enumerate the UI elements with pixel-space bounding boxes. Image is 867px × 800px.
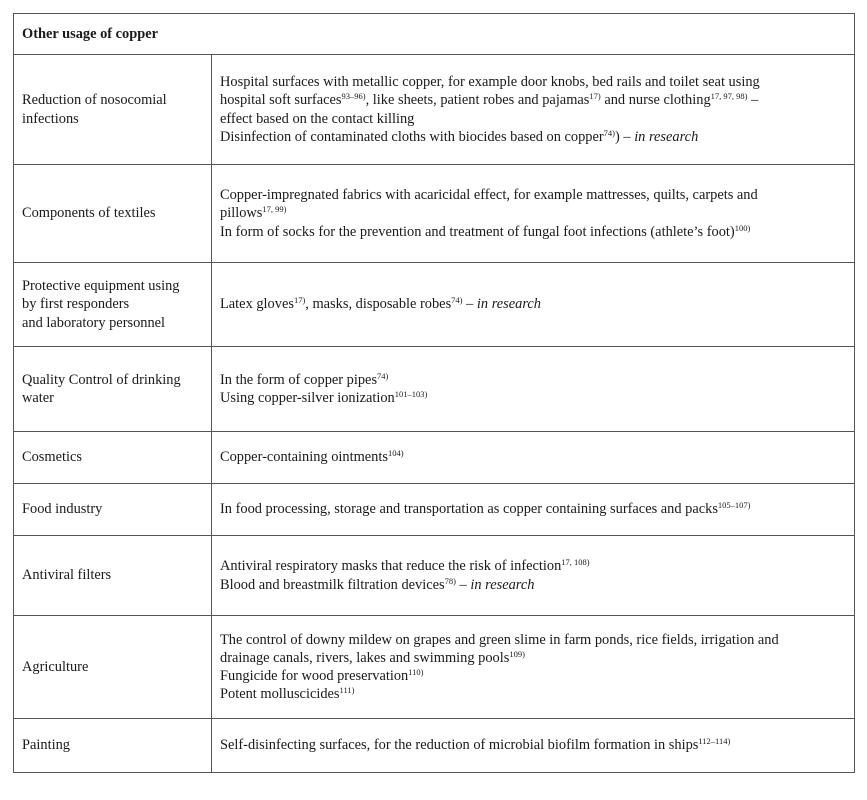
category-cell: Components of textiles [14,165,212,263]
reference-superscript: 17) [589,91,601,102]
description-text: – [462,296,477,313]
description-text: hospital soft surfaces [220,92,342,109]
table-row [14,719,855,773]
description-line [220,295,846,313]
description-text: In food processing, storage and transportation as copper containing surfaces and packs [220,501,718,518]
reference-superscript: 74) [603,127,615,138]
table-title: Other usage of copper [14,14,855,55]
description-text: Potent molluscicides [220,686,340,703]
description-line [220,204,846,222]
description-line [220,389,846,407]
reference-superscript: 111) [339,685,355,696]
reference-superscript: 17, 108) [561,557,590,568]
description-cell [212,263,855,347]
category-cell: Painting [14,719,212,773]
research-status: in research [634,128,699,145]
table-row [14,536,855,616]
description-cell [212,165,855,263]
description-text: effect based on the contact killing [220,110,415,127]
description-text: , like sheets, patient robes and pajamas [365,92,590,109]
description-text: In the form of copper pipes [220,371,378,388]
description-line [220,223,846,241]
table-row [14,616,855,719]
description-line [220,448,846,466]
description-text: ) – [615,128,635,145]
table-row [14,165,855,263]
table-row [14,55,855,165]
description-text: Copper-containing ointments [220,449,388,466]
description-text: Disinfection of contaminated cloths with biocides based on copper [220,128,604,145]
description-text: – [747,92,759,109]
copper-usage-table [13,13,855,773]
category-cell: Agriculture [14,616,212,719]
description-cell [212,55,855,165]
reference-superscript: 104) [387,448,404,459]
research-status: in research [470,576,535,593]
description-text: Antiviral respiratory masks that reduce the risk of infection [220,558,562,575]
reference-superscript: 110) [408,667,424,677]
table-body [14,14,855,773]
table-row [14,432,855,484]
description-cell [212,432,855,484]
description-line [220,91,846,109]
description-cell [212,719,855,773]
reference-superscript: 74) [451,295,463,306]
description-cell [212,347,855,432]
description-text: In form of socks for the prevention and treatment of fungal foot infections (athlete’s foot) [220,223,735,240]
description-line [220,500,846,518]
description-text: Using copper-silver ionization [220,390,395,406]
category-cell: Reduction of nosocomial infections [14,55,212,165]
reference-superscript: 78) [444,575,456,586]
description-line [220,186,846,204]
description-text: drainage canals, rivers, lakes and swimming pools [220,649,510,666]
reference-superscript: 93–96) [341,91,366,102]
category-cell: Quality Control of drinking water [14,347,212,432]
description-text: Copper-impregnated fabrics with acaricidal effect, for example mattresses, quilts, carpets and [220,187,758,204]
reference-superscript: 101–103) [394,389,428,399]
reference-superscript: 105–107) [717,500,751,511]
description-line [220,631,846,649]
reference-superscript: 17, 99) [262,204,287,215]
description-line [220,649,846,667]
description-text: Blood and breastmilk filtration devices [220,576,445,593]
description-text: The control of downy mildew on grapes and green slime in farm ponds, rice fields, irrigation and [220,631,779,648]
research-status: in research [476,296,541,313]
description-text: , masks, disposable robes [305,296,452,313]
reference-superscript: 17, 97, 98) [710,91,748,102]
description-line [220,685,846,703]
category-cell: Protective equipment using by first responders and laboratory personnel [14,263,212,347]
description-line [220,371,846,389]
description-cell [212,616,855,719]
description-line [220,128,846,146]
description-line [220,736,846,754]
description-line [220,557,846,575]
table-row [14,263,855,347]
reference-superscript: 17) [293,295,306,306]
category-cell: Antiviral filters [14,536,212,616]
reference-superscript: 112–114) [698,736,731,747]
description-cell [212,484,855,536]
description-text: and nurse clothing [600,92,711,109]
table-row [14,484,855,536]
table-row [14,347,855,432]
description-cell [212,536,855,616]
category-cell: Cosmetics [14,432,212,484]
reference-superscript: 100) [734,222,751,233]
description-line [220,73,846,91]
table-header-row [14,14,855,55]
reference-superscript: 74) [377,370,389,381]
description-line [220,110,846,128]
description-text: pillows [220,205,263,222]
description-text: Latex gloves [220,296,294,313]
reference-superscript: 109) [509,648,525,659]
description-text: Self-disinfecting surfaces, for the reduction of microbial biofilm formation in ships [220,737,699,754]
description-text: Hospital surfaces with metallic copper, for example door knobs, bed rails and toilet seat using [220,74,760,91]
description-line [220,576,846,594]
description-line [220,667,846,685]
description-text: Fungicide for wood preservation [220,668,409,684]
description-text: – [455,576,471,593]
category-cell: Food industry [14,484,212,536]
